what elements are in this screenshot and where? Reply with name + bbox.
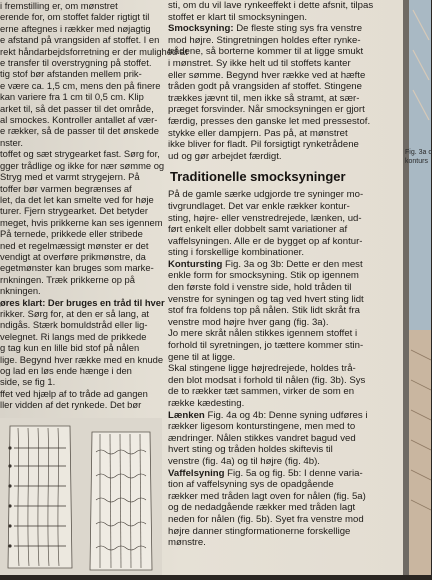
- text-line: forhold til syretningen, jo tættere kommer stin-: [168, 340, 364, 352]
- text-line: gene til at ligge.: [168, 351, 236, 363]
- text-line: g tag kun en lille bid stof på nålen: [0, 342, 140, 354]
- smocking-intro-paragraph: [168, 0, 404, 162]
- text-line: stof fra foldens top på nålen. Stik lidt skråt fra: [168, 305, 360, 317]
- text-line: trækkes jævnt til, men ikke så stramt, at sær-: [168, 92, 360, 104]
- text-line: e afstand på vrangsiden af stoffet. I en: [0, 34, 160, 46]
- text-line: tion af vaffelsyning sys de opadgående: [168, 479, 334, 491]
- text-line: rekt håndarbejdsforretning er der mulighed at: [0, 45, 188, 57]
- text-line: toffer bør varmen begrænses af: [0, 182, 132, 194]
- text-line: sti, om du vil lave rynkeeffekt i dette afsnit, tilpas: [168, 0, 374, 11]
- text-line: arket til, så det passer til det område,: [0, 102, 154, 114]
- text-line: ndigås. Stærk bomuldstråd eller lig-: [0, 319, 148, 331]
- text-line: ført enkelt eller dobbelt samt variationer af: [168, 224, 348, 236]
- text-line: Stryg med et varmt strygejern. På: [0, 171, 140, 183]
- text-line: egetmønster kan bruges som marke-: [0, 262, 154, 274]
- text-line: mod højre. Stingretningen holdes efter rynke-: [168, 34, 361, 46]
- text-line: ffet ved hjælp af to tråde ad gangen: [0, 387, 148, 399]
- text-line: venstre mod højre hver gang (fig. 3a).: [168, 316, 329, 328]
- text-line: erende for, om stoffet falder rigtigt til: [0, 11, 150, 23]
- text-line: rækker ligesom konturstingene, men med to: [168, 421, 356, 433]
- text-line: øres klart: Der bruges en tråd til hver: [0, 296, 165, 308]
- text-line: ned et regelmæssigt mønster er det: [0, 239, 149, 251]
- text-line: ikke bliver for fladt. Pil forsigtigt rynketrådene: [168, 139, 359, 151]
- pleated-fabric-drawing: [0, 418, 162, 575]
- text-line: præget forsvinder. Når smocksyningen er gjort: [168, 104, 365, 116]
- text-line: meget, hvis prikkerne kan ses igennem: [0, 216, 163, 228]
- text-line: erne aftegnes i rækker med nøjagtig: [0, 22, 151, 34]
- left-text-column: [0, 0, 188, 411]
- text-line: ller vidden af det rynkede. Det bør: [0, 399, 142, 411]
- text-line: Vaffelsyning Fig. 5a og fig. 5b: I denne varia-: [168, 467, 363, 479]
- smocking-illustration: [0, 418, 162, 575]
- text-line: stykke eller dampjern. Pas på, at mønstret: [168, 127, 348, 139]
- text-line: nkningen.: [0, 285, 41, 297]
- text-line: Kontursting Fig. 3a og 3b: Dette er den mest: [168, 258, 363, 270]
- text-line: stoffet er klart til smocksyningen.: [168, 11, 307, 23]
- text-line: vaffelsyningen. Alle er de bygget op af kontur-: [168, 235, 363, 247]
- text-line: Smocksyning: De fleste sting sys fra venstre: [168, 23, 363, 35]
- text-line: den første fold i venstre side, hold tråden til: [168, 282, 352, 294]
- text-line: turer. Fjern strygearket. Det betyder: [0, 205, 148, 217]
- text-line: og de nedadgående rækker med tråden lagt: [168, 502, 356, 514]
- facing-page-photo: [403, 0, 431, 575]
- text-line: i fremstilling er, om mønstret: [0, 0, 118, 11]
- text-line: rnkningen. Træk prikkerne op på: [0, 273, 135, 285]
- text-line: trådene, så borterne kommer til at ligge smukt: [168, 46, 364, 58]
- text-line: rikker. Sørg for, at den er så lang, at: [0, 307, 150, 319]
- text-line: eller sømme. Begynd hver række ved at hæfte: [168, 69, 366, 81]
- text-line: højre danner stingformationerne forskellige: [168, 525, 351, 537]
- text-line: På de gamle særke udgjorde tre syninger mo-: [168, 189, 364, 201]
- text-line: nster.: [0, 136, 23, 148]
- section-heading: Traditionelle smocksyninger: [170, 169, 346, 185]
- text-line: færdig, presses den ganske let med pressestof.: [168, 115, 371, 127]
- text-line: vendigt at overføre prikmønstre, da: [0, 250, 146, 262]
- text-line: side, se fig 1.: [0, 376, 56, 388]
- text-line: Jo mere skråt nålen stikkes igennem stoffet i: [168, 328, 358, 340]
- text-line: tig stof bør afstanden mellem prik-: [0, 68, 142, 80]
- text-line: tråden godt på vrangsiden af stoffet. Stingene: [168, 81, 362, 93]
- text-line: velegnet. Ri langs med de prikkede: [0, 330, 147, 342]
- text-line: neden for nålen (fig. 5b). Syet fra venstre mod: [168, 513, 364, 525]
- facing-page-caption: Fig. 3a o konturs: [405, 149, 432, 165]
- text-line: ændringer. Nålen stikkes vandret bagud ved: [168, 432, 356, 444]
- text-line: Skal stingene ligge højredrejede, holdes trå-: [168, 363, 356, 375]
- text-line: På ternede, prikkede eller stribede: [0, 228, 143, 240]
- text-line: e være ca. 1,5 cm, mens den på finere: [0, 79, 161, 91]
- text-line: sting, højre- eller venstredrejede, lænken, ud-: [168, 212, 362, 224]
- text-line: venstre (fig. 4a) og til højre (fig. 4b).: [168, 455, 320, 467]
- text-line: rækker med tråden lagt oven for nålen (fig. 5a): [168, 490, 366, 502]
- right-text-column: [168, 0, 404, 575]
- text-line: i mønstret. Sy ikke helt ud til stoffets kanter: [168, 57, 351, 69]
- text-line: venstre for syningen og tag ved hvert sting lidt: [168, 293, 364, 305]
- text-line: kan variere fra 1 cm til 0,5 cm. Klip: [0, 91, 144, 103]
- text-line: række kædesting.: [168, 398, 245, 409]
- text-line: al smockes. Kontroller antallet af vær-: [0, 114, 158, 126]
- text-line: gger trådlige og ikke for nær sømme og: [0, 159, 165, 171]
- text-line: e transfer til overstrygning på stoffet.: [0, 57, 152, 69]
- text-line: toffet og sæt strygearket fast. Sørg for,: [0, 148, 160, 160]
- text-line: enkle form for smocksyning. Stik op igennem: [168, 270, 359, 282]
- traditional-smocking-section: [168, 189, 404, 548]
- text-line: let, da det let kan smelte ved for høje: [0, 193, 154, 205]
- text-line: den blot modsat i forhold til nålen (fig. 3b). Sys: [168, 374, 366, 386]
- text-line: tivgrundlaget. Det var enkle rækker kontur-: [168, 200, 350, 212]
- text-line: Lænken Fig. 4a og 4b: Denne syning udføres i: [168, 409, 368, 421]
- text-line: sting i forskellige kombinationer.: [168, 247, 304, 259]
- text-line: mønstre.: [168, 537, 206, 549]
- text-line: lige. Begynd hver række med en knude: [0, 353, 164, 365]
- text-line: hvert sting og tråden holdes skiftevis til: [168, 444, 333, 456]
- text-line: og lad en løs ende hænge i den: [0, 365, 132, 376]
- text-line: e rækker, så de passer til det ønskede: [0, 125, 159, 137]
- facing-page-edge: [403, 0, 431, 575]
- text-line: de to rækker tæt sammen, virker de som en: [168, 386, 355, 398]
- text-line: ud og gør arbejdet færdigt.: [168, 150, 282, 162]
